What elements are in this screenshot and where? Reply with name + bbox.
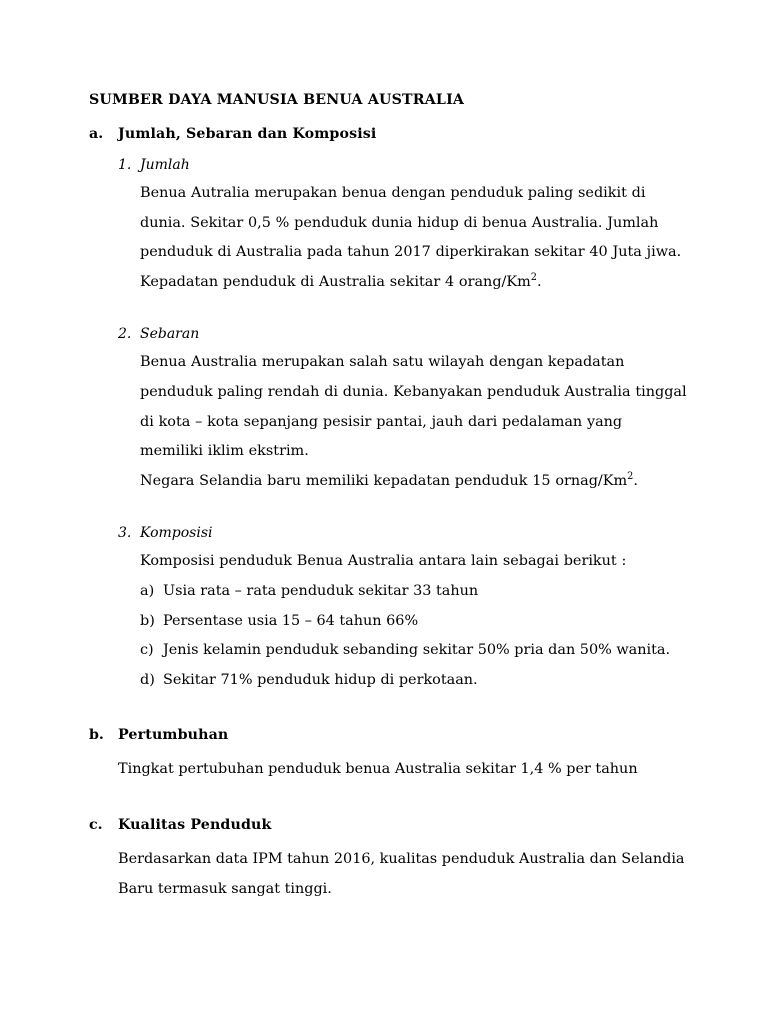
document-body [89, 90, 689, 904]
subsection-marker-3: 3. [118, 525, 132, 542]
subsection-heading-sebaran [89, 323, 689, 345]
subsection-marker-1: 1. [118, 157, 132, 173]
spacer [89, 297, 689, 323]
section-label-c: Kualitas Penduduk [118, 816, 272, 833]
list-item [89, 636, 689, 666]
list-item [89, 577, 689, 607]
page-title: SUMBER DAYA MANUSIA BENUA AUSTRALIA [89, 92, 465, 108]
superscript-square: 2 [530, 271, 538, 283]
list-item-label: Persentase usia 15 – 64 tahun 66% [163, 612, 419, 629]
list-item-marker: a) [140, 582, 155, 599]
list-item-marker: d) [140, 671, 155, 688]
subsection-heading-komposisi [89, 522, 689, 544]
list-item-label: Jenis kelamin penduduk sebanding sekitar 50% pria dan 50% wanita. [163, 642, 671, 659]
section-heading-c [89, 815, 689, 835]
section-marker-c: c. [89, 816, 103, 833]
list-item-label: Usia rata – rata penduduk sekitar 33 tahun [163, 582, 479, 599]
list-item-label: Sekitar 71% penduduk hidup di perkotaan. [163, 671, 478, 688]
section-label-b: Pertumbuhan [118, 727, 229, 744]
paragraph-sebaran-second-text: Negara Selandia baru memiliki kepadatan penduduk 15 ornag/Km [140, 472, 628, 489]
paragraph-sebaran-second [89, 467, 689, 497]
paragraph-komposisi-intro: Komposisi penduduk Benua Australia antara lain sebagai berikut : [140, 553, 627, 570]
paragraph-kualitas: Berdasarkan data IPM tahun 2016, kualitas penduduk Australia dan Selandia Baru termasuk sangat tinggi. [118, 850, 685, 897]
komposisi-list [89, 577, 689, 695]
subsection-heading-jumlah [89, 154, 689, 176]
list-item [89, 666, 689, 696]
spacer [89, 496, 689, 522]
section-label-a: Jumlah, Sebaran dan Komposisi [118, 126, 377, 142]
spacer [89, 785, 689, 815]
section-marker-a: a. [89, 126, 104, 142]
paragraph-jumlah-period: . [537, 273, 542, 290]
subsection-label-1: Jumlah [140, 157, 190, 173]
subsection-label-2: Sebaran [140, 326, 200, 343]
spacer [89, 695, 689, 725]
list-item-marker: c) [140, 642, 154, 659]
section-heading-b [89, 725, 689, 745]
subsection-label-3: Komposisi [140, 525, 213, 542]
list-item [89, 607, 689, 637]
paragraph-sebaran-period: . [633, 472, 638, 489]
paragraph-sebaran: Benua Australia merupakan salah satu wilayah dengan kepadatan penduduk paling rendah di dunia. Kebanyakan penduduk Australia tinggal di kota – kota sepanjang pesisir pantai, jauh dari pedalaman yang memiliki iklim ekstrim. [140, 354, 687, 460]
superscript-square: 2 [627, 470, 634, 482]
paragraph-jumlah-text: Benua Autralia merupakan benua dengan penduduk paling sedikit di dunia. Sekitar 0,5 % penduduk dunia hidup di benua Australia. Jumlah penduduk di Australia pada tahun 2017 diperkirakan sekitar 40 Juta jiwa. Kepadatan penduduk di Australia sekitar 4 orang/Km [140, 185, 682, 290]
list-item-marker: b) [140, 612, 155, 629]
subsection-marker-2: 2. [118, 326, 132, 343]
section-heading-a [89, 124, 689, 144]
paragraph-jumlah [89, 179, 689, 297]
paragraph-pertumbuhan: Tingkat pertubuhan penduduk benua Australia sekitar 1,4 % per tahun [118, 761, 638, 778]
section-marker-b: b. [89, 727, 104, 744]
